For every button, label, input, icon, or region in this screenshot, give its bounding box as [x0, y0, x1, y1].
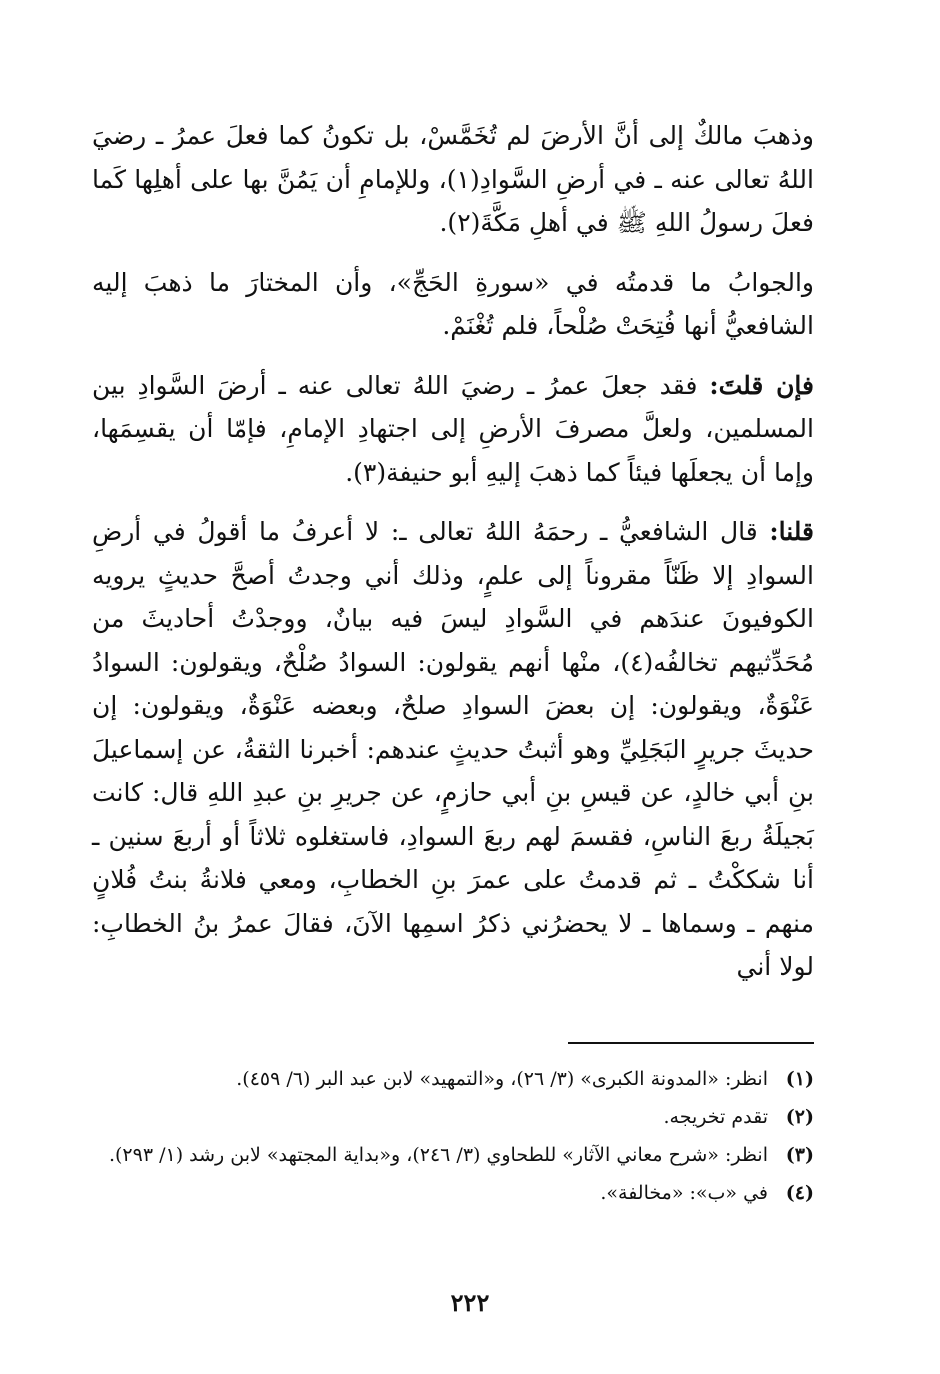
paragraph: [92, 261, 814, 348]
paragraph: [92, 364, 814, 495]
footnote: [92, 1139, 814, 1171]
footnote-number: (٢): [785, 1106, 814, 1128]
footnote-number: (١): [785, 1068, 814, 1090]
footnote-text: انظر: «شرح معاني الآثار» للطحاوي (٣/ ٢٤٦)، و«بداية المجتهد» لابن رشد (١/ ٢٩٣).: [108, 1144, 768, 1166]
footnote-text: انظر: «المدونة الكبرى» (٣/ ٢٦)، و«التمهيد» لابن عبد البر (٦/ ٤٥٩).: [236, 1068, 768, 1090]
footnote-text: تقدم تخريجه.: [663, 1106, 768, 1128]
footnote: [92, 1177, 814, 1209]
paragraph-text: فقد جعلَ عمرُ ـ رضيَ اللهُ تعالى عنه ـ أرضَ السَّوادِ بين المسلمين، ولعلَّ مصرفَ الأرضِ إلى اجتهادِ الإمامِ، فإمّا أن يقسِمَها، وإما أن يجعلَها فيئاً كما ذهبَ إليهِ أبو حنيفة(٣).: [92, 370, 814, 487]
footnote-number: (٣): [785, 1144, 814, 1166]
footnote: [92, 1063, 814, 1095]
paragraph: [92, 510, 814, 989]
footnote-divider: [568, 1042, 814, 1044]
paragraph-text: وذهبَ مالكٌ إلى أنَّ الأرضَ لم تُخَمَّسْ، بل تكونُ كما فعلَ عمرُ ـ رضيَ اللهُ تعالى عنه ـ في أرضِ السَّوادِ(١)، وللإمامِ أن يَمُنَّ بها على أهلِها كَما فعلَ رسولُ اللهِ ﷺ في أهلِ مَكَّةَ(٢).: [92, 121, 814, 237]
footnote: [92, 1101, 814, 1133]
main-text: [92, 114, 814, 1005]
paragraph-lead: قلنا:: [769, 517, 814, 546]
page-number: ٢٢٢: [450, 1288, 490, 1317]
paragraph-text: قال الشافعيُّ ـ رحمَهُ اللهُ تعالى ـ: لا أعرفُ ما أقولُ في أرضِ السوادِ إلا ظَنّاً مقروناً إلى علمٍ، وذلك أني وجدتُ أصحَّ حديثٍ يرويه الكوفيونَ عندَهم في السَّوادِ ليسَ فيه بيانٌ، ووجدْتُ أحاديثَ من مُحَدِّثيهم تخالفُه(٤)، منْها أنهم يقولون: السوادُ صُلْحٌ، ويقولون: السوادُ عَنْوَةٌ، ويقولون: إن بعضَ السوادِ صلحٌ، وبعضه عَنْوَةٌ، ويقولون: إن حديثَ جريرٍ البَجَلِيِّ وهو أثبتُ حديثٍ عندهم: أخبرنا الثقةُ، عن إسماعيلَ بنِ أبي خالدٍ، عن قيسِ بنِ أبي حازمٍ، عن جريرِ بنِ عبدِ اللهِ قال: كانت بَجيلَةُ ربعَ الناسِ، فقسمَ لهم ربعَ السوادِ، فاستغلوه ثلاثاً أو أربعَ سنين ـ أنا شككْتُ ـ ثم قدمتُ على عمرَ بنِ الخطابِ، ومعي فلانةُ بنتُ فُلانٍ منهم ـ وسماها ـ لا يحضرُني ذكرُ اسمِها الآنَ، فقالَ عمرُ بنُ الخطابِ: لولا أني: [92, 517, 814, 981]
footnotes: [92, 1063, 814, 1215]
footnote-number: (٤): [785, 1182, 814, 1204]
paragraph-text: والجوابُ ما قدمتُه في «سورةِ الحَجِّ»، وأن المختارَ ما ذهبَ إليه الشافعيُّ أنها فُتِحَتْ صُلْحاً، فلم تُغْنَمْ.: [92, 267, 814, 340]
paragraph: [92, 114, 814, 245]
footnote-text: في «ب»: «مخالفة».: [600, 1182, 768, 1204]
paragraph-lead: فإن قلتَ:: [709, 370, 814, 400]
